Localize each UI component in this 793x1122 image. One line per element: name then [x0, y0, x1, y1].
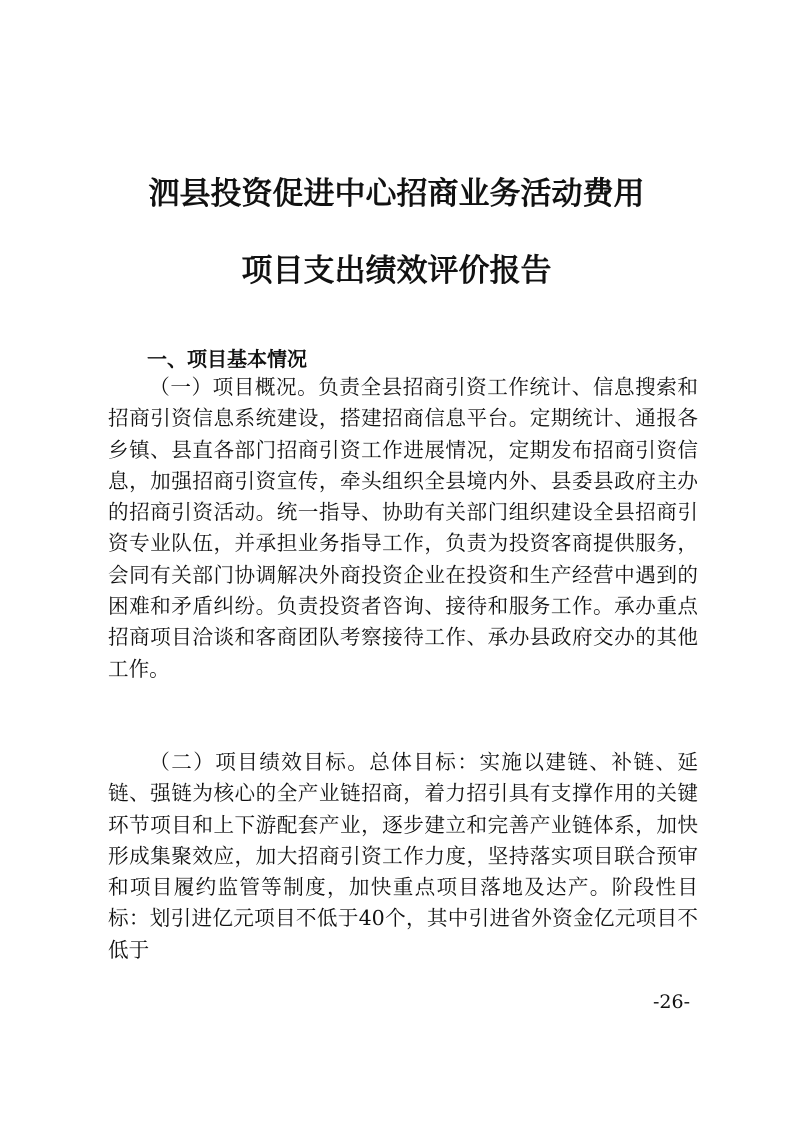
paragraph-2-text: （二）项目绩效目标。总体目标：实施以建链、补链、延链、强链为核心的全产业链招商，着力招引具有支撑作用的关键环节项目和上下游配套产业，逐步建立和完善产业链体系，加快形成集聚效应，加大招商引资工作力度，坚持落实项目联合预审和项目履约监管等制度，加快重点项目落地及达产。阶段性目标：划引进亿元项目不低于40个，其中引进省外资金亿元项目不低于 [108, 750, 698, 962]
section-heading: 一、项目基本情况 [147, 347, 307, 371]
document-title-line-1: 泗县投资促进中心招商业务活动费用 [148, 176, 645, 212]
document-title-line-2: 项目支出绩效评价报告 [241, 253, 552, 289]
paragraph-project-overview [108, 372, 698, 685]
page-number: -26- [652, 991, 690, 1013]
paragraph-1-text: （一）项目概况。负责全县招商引资工作统计、信息搜索和招商引资信息系统建设，搭建招商信息平台。定期统计、通报各乡镇、县直各部门招商引资工作进展情况，定期发布招商引资信息，加强招商引资宣传，牵头组织全县境内外、县委县政府主办的招商引资活动。统一指导、协助有关部门组织建设全县招商引资专业队伍，并承担业务指导工作，负责为投资客商提供服务，会同有关部门协调解决外商投资企业在投资和生产经营中遇到的困难和矛盾纠纷。负责投资者咨询、接待和服务工作。承办重点招商项目洽谈和客商团队考察接待工作、承办县政府交办的其他工作。 [108, 375, 698, 681]
paragraph-performance-goals [108, 747, 698, 966]
